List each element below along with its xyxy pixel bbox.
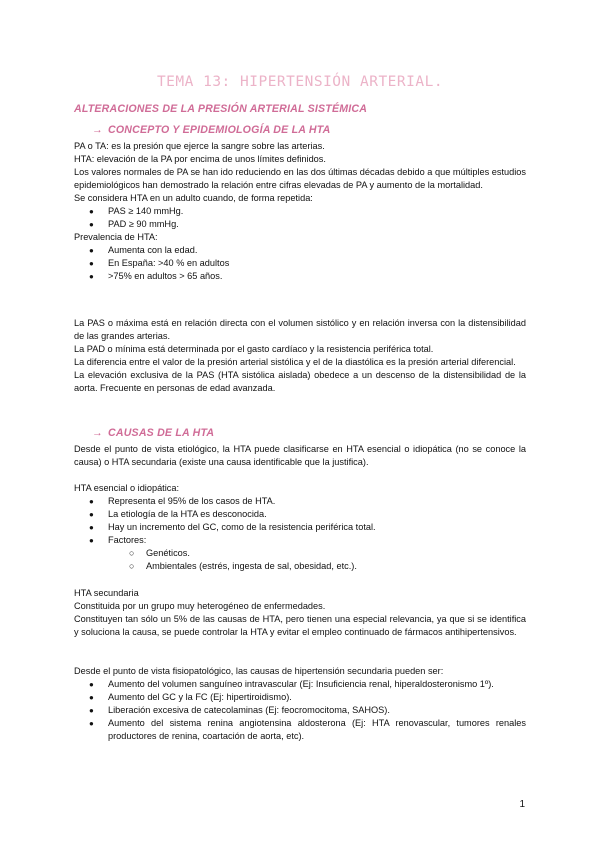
list-item: ● PAS ≥ 140 mmHg. [89, 206, 184, 216]
hta-esencial-list [74, 495, 526, 547]
subsection-label: CONCEPTO Y EPIDEMIOLOGÍA DE LA HTA [108, 124, 331, 136]
list-item: ● La etiología de la HTA es desconocida. [89, 509, 267, 519]
causas-intro-block [74, 443, 526, 469]
paragraph: PA o TA: es la presión que ejerce la sangre sobre las arterias. [74, 141, 325, 151]
hta-esencial-heading: HTA esencial o idiopática: [74, 483, 180, 493]
paragraph: Desde el punto de vista etiológico, la HTA puede clasificarse en HTA esencial o idiopática (no se conoce la causa) o HTA secundaria (existe una causa identificable que la justifica). [74, 444, 526, 467]
arrow-right-icon: → [92, 427, 103, 439]
paragraph: La PAD o mínima está determinada por el gasto cardíaco y la resistencia periférica total. [74, 344, 434, 354]
subsection-label: CAUSAS DE LA HTA [108, 427, 215, 439]
paragraph: Desde el punto de vista fisiopatológico, las causas de hipertensión secundaria pueden ser: [74, 666, 444, 676]
paragraph: Constituida por un grupo muy heterogéneo de enfermedades. [74, 601, 326, 611]
list-item: ● Aumento del volumen sanguíneo intravascular (Ej: Insuficiencia renal, hiperaldosteronismo 1º). [89, 679, 494, 689]
prevalence-list [74, 244, 526, 283]
list-item: ○ Genéticos. [129, 548, 190, 558]
list-item: ● Aumento del GC y la FC (Ej: hipertiroidismo). [89, 692, 292, 702]
paragraph: La elevación exclusiva de la PAS (HTA sistólica aislada) obedece a un descenso de la distensibilidad de la aorta. Frecuente en personas de edad avanzada. [74, 370, 526, 393]
paragraph: HTA: elevación de la PA por encima de unos límites definidos. [74, 154, 326, 164]
paragraph: Constituyen tan sólo un 5% de las causas de HTA, pero tienen una especial relevancia, ya que si se identifica y soluciona la causa, se puede controlar la HTA y evitar el empleo continuado de fármacos antihipertensivos. [74, 614, 526, 637]
criteria-list [74, 205, 526, 231]
subsection-heading-concepto [92, 124, 330, 136]
paragraph: Prevalencia de HTA: [74, 232, 158, 242]
list-item: ● Aumento del sistema renina angiotensina aldosterona (Ej: HTA renovascular, tumores renales productores de renina, coartación de aorta, etc). [89, 718, 526, 741]
list-item: ● PAD ≥ 90 mmHg. [89, 219, 179, 229]
paragraph: Los valores normales de PA se han ido reduciendo en las dos últimas décadas debido a que múltiples estudios epidemiológicos han demostrado la relación entre cifras elevadas de PA y aumento de la mortalidad. [74, 167, 526, 190]
paragraph: La PAS o máxima está en relación directa con el volumen sistólico y en relación inversa con la distensibilidad de las grandes arterias. [74, 318, 526, 341]
arrow-right-icon: → [92, 124, 103, 136]
list-item: ● Liberación excesiva de catecolaminas (Ej: feocromocitoma, SAHOS). [89, 705, 390, 715]
list-item: ● Representa el 95% de los casos de HTA. [89, 496, 276, 506]
fisiopatologico-block [74, 665, 526, 743]
list-item: ● En España: >40 % en adultos [89, 258, 230, 268]
section-heading: ALTERACIONES DE LA PRESIÓN ARTERIAL SISTÉMICA [74, 103, 368, 115]
hta-esencial-block [74, 482, 526, 573]
paragraph: Se considera HTA en un adulto cuando, de forma repetida: [74, 193, 313, 203]
page-number: 1 [519, 799, 525, 810]
hta-secundaria-block [74, 587, 526, 639]
list-item: ● Factores: [89, 535, 147, 545]
list-item: ● Hay un incremento del GC, como de la resistencia periférica total. [89, 522, 376, 532]
list-item: ○ Ambientales (estrés, ingesta de sal, obesidad, etc.). [129, 561, 357, 571]
presion-block [74, 317, 526, 395]
concepto-block [74, 140, 526, 283]
list-item: ● >75% en adultos > 65 años. [89, 271, 223, 281]
causas-secundarias-list [74, 678, 526, 743]
factores-list [74, 547, 526, 573]
hta-secundaria-heading: HTA secundaria [74, 588, 139, 598]
subsection-heading-causas [92, 427, 214, 439]
document-title: TEMA 13: HIPERTENSIÓN ARTERIAL. [156, 74, 444, 90]
list-item: ● Aumenta con la edad. [89, 245, 198, 255]
paragraph: La diferencia entre el valor de la presión arterial sistólica y el de la diastólica es la presión arterial diferencial. [74, 357, 516, 367]
